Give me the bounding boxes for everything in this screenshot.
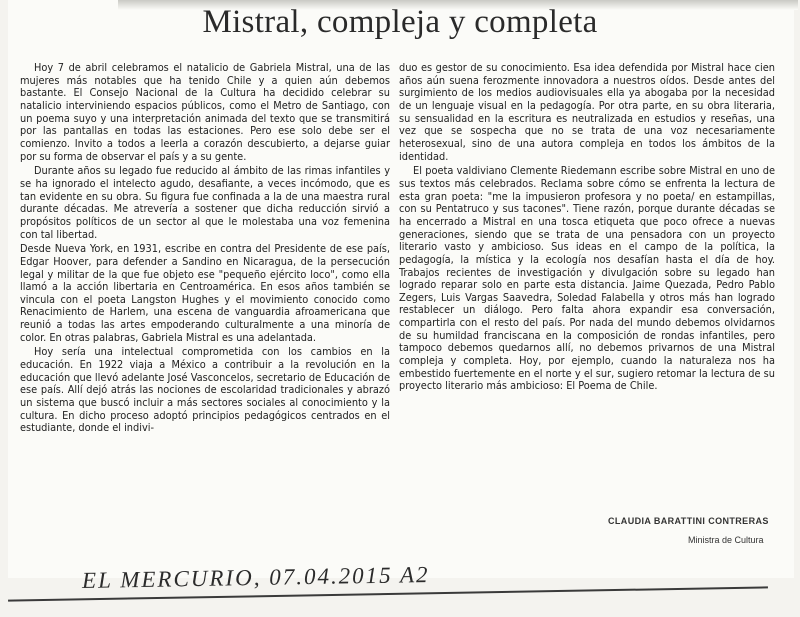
article-title: Mistral, compleja y completa xyxy=(202,4,598,40)
article-paragraph: Hoy 7 de abril celebramos el natalicio de Gabriela Mistral, una de las mujeres más notables que ha tenido Chile y a quien aún debemos bastante. El Consejo Nacional de la Cultura ha decidido celebrar su natalicio interviniendo espacios públicos, como el Metro de Santiago, con un poema suyo y una interpretación animada del texto que se transmitirá por las pantallas en todas las estaciones. Pero ese solo debe ser el comienzo. Invito a todos a leerla a corazón descubierto, a dejarse guiar por su forma de observar el país y a su gente. xyxy=(20,61,390,163)
article-paragraph: duo es gestor de su conocimiento. Esa idea defendida por Mistral hace cien años aún suena ferozmente innovadora a nuestros oídos. Desde antes del surgimiento de los medios audiovisuales ella ya abogaba por la necesidad de un lenguaje visual en la pedagogía. Por otra parte, en su obra literaria, su sensualidad en la escritura es neutralizada en estudios y reseñas, una vez que se sospecha que no se trata de una voz necesariamente heterosexual, sino de una autora compleja en todos los ámbitos de la identidad. xyxy=(399,61,775,163)
article-column-right xyxy=(399,62,775,395)
article-paragraph: Desde Nueva York, en 1931, escribe en contra del Presidente de ese país, Edgar Hoover, para defender a Sandino en Nicaragua, de la persecución legal y militar de la que fue objeto ese "pequeño ejército loco", como ella llamó a la acción libertaria en Centroamérica. En esos años también se vincula con el poeta Langston Hughes y el movimiento conocido como Renacimiento de Harlem, una escena de vanguardia afroamericana que reunió a todas las artes empoderando culturalmente a una minoría de color. En otras palabras, Gabriela Mistral es una adelantada. xyxy=(20,242,390,344)
article-paragraph: Hoy sería una intelectual comprometida con los cambios en la educación. En 1922 viaja a México a contribuir a la revolución en la educación que llevó adelante José Vasconcelos, secretario de Educación de ese país. Allí dejó atrás las nociones de escolaridad tradicionales y abrazó un sistema que buscó incluir a más sectores sociales al conocimiento y la cultura. En dicho proceso adoptó principios pedagógicos centrados en el estudiante, donde el indivi- xyxy=(20,345,390,435)
author-name: CLAUDIA BARATTINI CONTRERAS xyxy=(608,516,769,526)
article-paragraph: Durante años su legado fue reducido al ámbito de las rimas infantiles y se ha ignorado el intelecto agudo, desafiante, a veces incómodo, que es tan evidente en su obra. Su figura fue confinada a la de una maestra rural durante décadas. Me atrevería a sostener que dicha reducción sirvió a propósitos políticos de un sector al que le molestaba una voz femenina con tal libertad. xyxy=(20,164,390,241)
author-role: Ministra de Cultura xyxy=(688,535,764,545)
handwritten-source-note: EL MERCURIO, 07.04.2015 A2 xyxy=(81,561,430,594)
article-paragraph: El poeta valdiviano Clemente Riedemann escribe sobre Mistral en uno de sus textos más celebrados. Reclama sobre cómo se enfrenta la lectura de esta gran poeta: "me la impusieron profesora y no poeta/ en estampillas, con su Pentatruco y sus tacones". Tiene razón, porque durante décadas se ha encerrado a Mistral en una tosca etiqueta que poco ofrece a nuevas generaciones, siendo que se trata de una pensadora con un proyecto literario vasto y ambicioso. Sus ideas en el campo de la política, la pedagogía, la mística y la ecología nos desafían hasta el día de hoy. Trabajos recientes de investigación y divulgación sobre su legado han logrado reparar solo en parte esta distancia. Jaime Quezada, Pedro Pablo Zegers, Luis Vargas Saavedra, Soledad Falabella y otros más han logrado restablecer un diálogo. Pero falta ahora expandir esa conversación, compartirla con el resto del país. Por nada del mundo debemos olvidarnos de su humildad franciscana en la composición de rondas infantiles, pero tampoco debemos quedarnos allí, no debemos privarnos de una Mistral compleja y completa. Hoy, por ejemplo, cuando la naturaleza nos ha embestido fuertemente en el norte y el sur, sugiero retomar la lectura de su proyecto literario más ambicioso: El Poema de Chile. xyxy=(399,164,775,393)
article-column-left xyxy=(20,62,390,437)
